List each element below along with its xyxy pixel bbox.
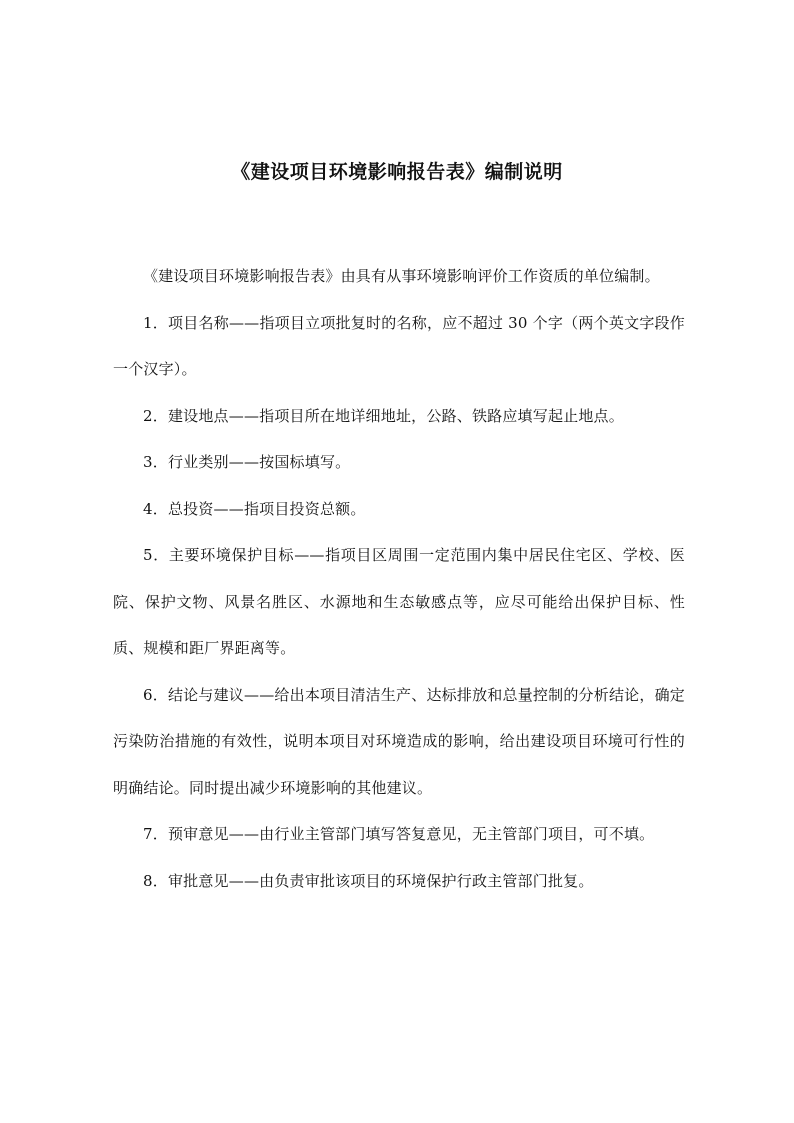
document-title: 《建设项目环境影响报告表》编制说明 xyxy=(231,161,563,183)
item-project-name: 1．项目名称——指项目立项批复时的名称，应不超过 30 个字（两个英文字段作一个汉字）。 xyxy=(113,313,685,378)
item-construction-site: 2．建设地点——指项目所在地详细地址，公路、铁路应填写起止地点。 xyxy=(143,406,624,425)
item-approval-opinion: 8．审批意见——由负责审批该项目的环境保护行政主管部门批复。 xyxy=(143,871,594,890)
intro-paragraph: 《建设项目环境影响报告表》由具有从事环境影响评价工作资质的单位编制。 xyxy=(143,267,660,285)
item-conclusions: 6．结论与建议——给出本项目清洁生产、达标排放和总量控制的分析结论，确定污染防治措施的有效性，说明本项目对环境造成的影响，给出建设项目环境可行性的明确结论。同时提出减少环境影响的其他建议。 xyxy=(113,685,685,797)
item-total-investment: 4．总投资——指项目投资总额。 xyxy=(143,499,366,518)
document-body xyxy=(113,253,685,904)
item-industry-category: 3．行业类别——按国标填写。 xyxy=(143,453,351,471)
item-pre-review-opinion: 7．预审意见——由行业主管部门填写答复意见，无主管部门项目，可不填。 xyxy=(143,825,655,843)
item-protection-targets: 5．主要环境保护目标——指项目区周围一定范围内集中居民住宅区、学校、医院、保护文物、风景名胜区、水源地和生态敏感点等，应尽可能给出保护目标、性质、规模和距厂界距离等。 xyxy=(113,546,685,657)
